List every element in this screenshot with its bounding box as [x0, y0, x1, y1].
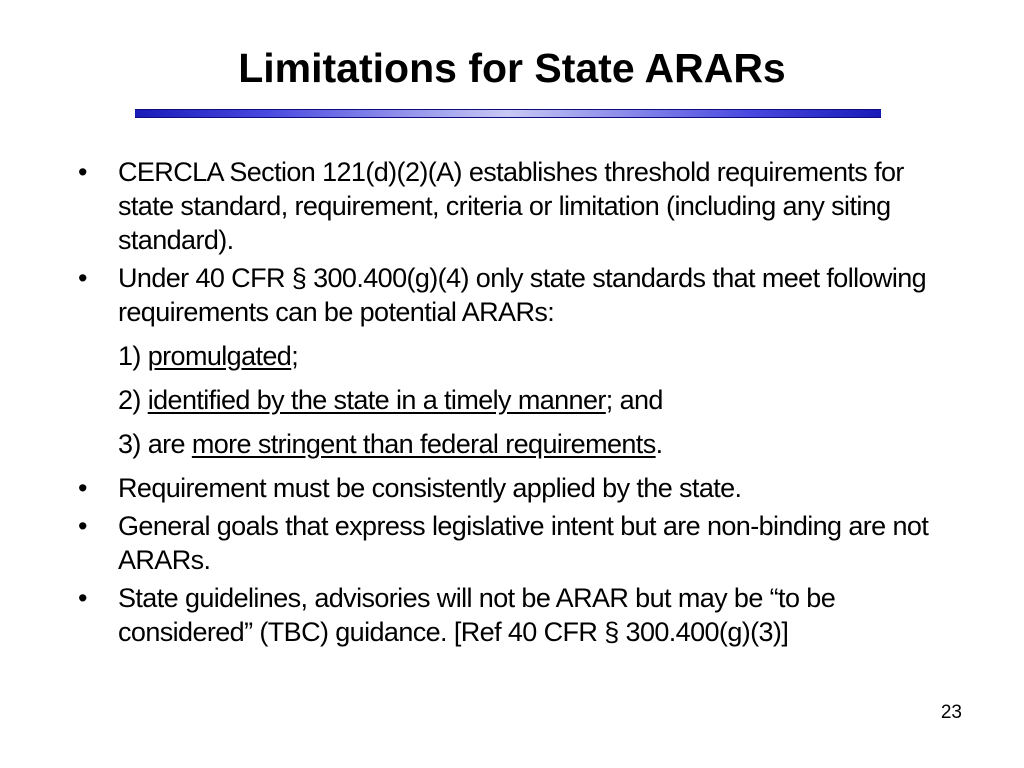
requirement-item: [74, 383, 954, 417]
requirement-item: [74, 427, 954, 461]
bullet-marker: •: [78, 473, 87, 503]
requirement-prefix: 1): [118, 341, 148, 371]
requirement-prefix: 2): [118, 385, 148, 415]
slide-title: Limitations for State ARARs: [238, 45, 786, 91]
requirement-term: promulgated: [147, 341, 292, 371]
bullet-text: State guidelines, advisories will not be ARAR but may be “to be considered” (TBC) guidance. [Ref 40 CFR § 300.400(g)(3)]: [118, 583, 836, 647]
bullet-text: General goals that express legislative intent but are non-binding are not ARARs.: [118, 511, 929, 575]
bullet-text: CERCLA Section 121(d)(2)(A) establishes threshold requirements for state standard, requirement, criteria or limitation (including any siting standard).: [118, 157, 904, 255]
requirement-suffix: ; and: [605, 385, 663, 415]
requirement-term: identified by the state in a timely manner: [147, 385, 606, 415]
bullet-marker: •: [78, 157, 87, 187]
bullet-text: Requirement must be consistently applied by the state.: [118, 473, 742, 503]
bullet-item: [74, 155, 954, 257]
bullet-item: [74, 471, 954, 505]
bullet-marker: •: [78, 263, 87, 293]
bullet-marker: •: [78, 583, 87, 613]
bullet-item: [74, 261, 954, 329]
requirement-suffix: .: [655, 429, 663, 459]
bullet-marker: •: [78, 511, 87, 541]
bullet-text: Under 40 CFR § 300.400(g)(4) only state standards that meet following requirements can be potential ARARs:: [118, 263, 927, 327]
page-number: 23: [940, 702, 962, 723]
requirement-suffix: ;: [291, 341, 299, 371]
requirement-prefix: 3) are: [118, 429, 192, 459]
bullet-item: [74, 581, 954, 649]
title-divider: [135, 109, 881, 118]
bullet-list: [74, 155, 954, 653]
requirement-term: more stringent than federal requirements: [191, 429, 656, 459]
bullet-item: [74, 509, 954, 577]
requirement-item: [74, 339, 954, 373]
